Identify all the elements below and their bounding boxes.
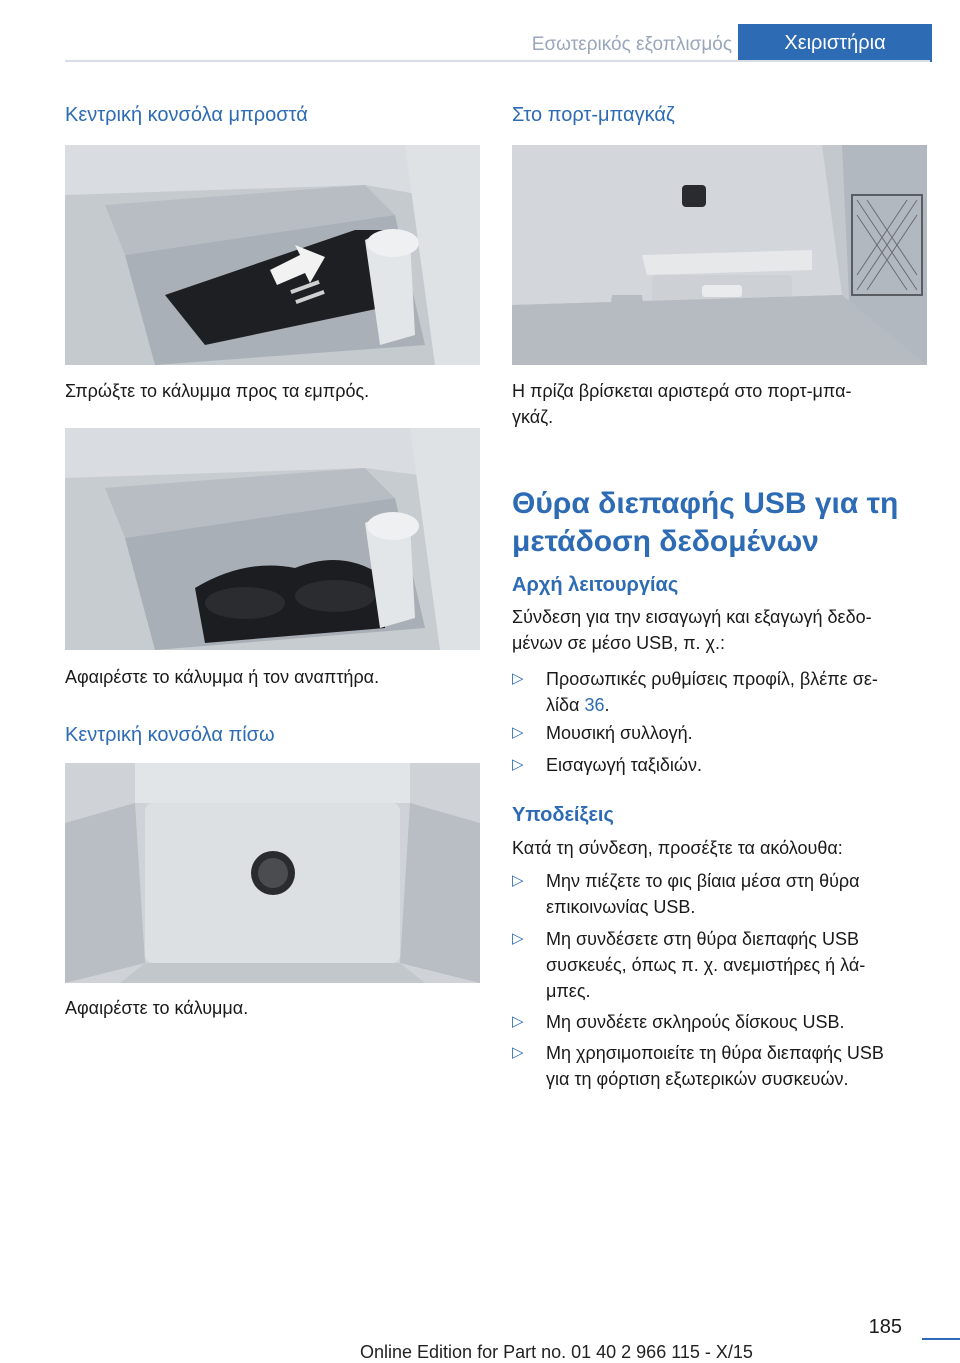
bullet-marker-icon: ▷: [512, 724, 524, 741]
bullet-marker-icon: ▷: [512, 930, 524, 947]
caption-remove-cover-lighter: Αφαιρέστε το κάλυμμα ή τον αναπτήρα.: [65, 667, 380, 687]
hint-bullet-no-hdd: ▷ Μη συνδέετε σκληρούς δίσκους USB.: [512, 1009, 932, 1035]
header-divider: [65, 60, 930, 62]
header-chapter-tab[interactable]: Χειριστήρια: [738, 24, 932, 62]
bullet-marker-icon: ▷: [512, 670, 524, 687]
trunk-heading: Στο πορτ-μπαγκάζ: [512, 104, 675, 126]
front-console-heading: Κεντρική κονσόλα μπροστά: [65, 104, 308, 126]
rear-console-heading: Κεντρική κονσόλα πίσω: [65, 724, 275, 746]
bullet-marker-icon: ▷: [512, 756, 524, 773]
caption-push-cover: Σπρώξτε το κάλυμμα προς τα εμπρός.: [65, 381, 370, 401]
bullet-marker-icon: ▷: [512, 872, 524, 889]
principle-bullet-music: ▷ Μουσική συλλογή.: [512, 720, 932, 746]
principle-bullet-trips: ▷ Εισαγωγή ταξιδιών.: [512, 752, 932, 778]
header-section-title: Εσωτερικός εξοπλισμός: [531, 34, 732, 55]
front-console-slide-illustration: [65, 145, 480, 365]
footer-accent-rule: [922, 1338, 960, 1340]
principle-heading: Αρχή λειτουργίας: [512, 574, 679, 596]
caption-remove-cover: Αφαιρέστε το κάλυμμα.: [65, 998, 249, 1018]
principle-text: Σύνδεση για την εισαγωγή και εξαγωγή δεδο- μένων σε μέσο USB, π. χ.:: [512, 607, 872, 653]
usb-port-heading: Θύρα διεπαφής USB για τη μετάδοση δεδομένων: [512, 487, 899, 558]
bullet-marker-icon: ▷: [512, 1013, 524, 1030]
principle-bullet-profiles: ▷ Προσωπικές ρυθμίσεις προφίλ, βλέπε σε- λίδα 36.: [512, 666, 932, 718]
hint-bullet-no-devices: ▷ Μη συνδέσετε στη θύρα διεπαφής USB συσκευές, όπως π. χ. ανεμιστήρες ή λά- μπες.: [512, 926, 932, 1004]
rear-console-illustration: [65, 763, 480, 983]
page-number: 185: [868, 1316, 902, 1338]
hints-intro: Κατά τη σύνδεση, προσέξτε τα ακόλουθα:: [512, 838, 843, 858]
bullet-marker-icon: ▷: [512, 1044, 524, 1061]
hints-heading: Υποδείξεις: [512, 804, 614, 826]
hint-bullet-no-force: ▷ Μην πιέζετε το φις βίαια μέσα στη θύρα επικοινωνίας USB.: [512, 868, 932, 920]
edition-info: Online Edition for Part no. 01 40 2 966 115 - X/15: [360, 1342, 753, 1362]
front-console-cupholder-illustration: [65, 428, 480, 650]
hint-bullet-no-charging: ▷ Μη χρησιμοποιείτε τη θύρα διεπαφής USB για τη φόρτιση εξωτερικών συσκευών.: [512, 1040, 932, 1092]
trunk-socket-illustration: [512, 145, 927, 365]
trunk-caption: Η πρίζα βρίσκεται αριστερά στο πορτ-μπα- γκάζ.: [512, 381, 852, 427]
page-link-36[interactable]: 36: [584, 695, 605, 715]
